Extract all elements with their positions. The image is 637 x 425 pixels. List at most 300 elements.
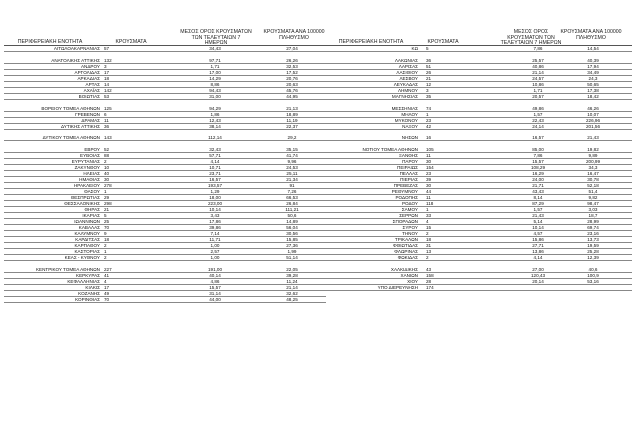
rate-value: 12,39	[587, 255, 599, 261]
avg-value: 1,57	[533, 111, 543, 117]
rate-value: 34,49	[587, 69, 599, 75]
region-name: ΚΕΡΚΥΡΑΣ	[76, 273, 100, 278]
cases-value: 74	[426, 105, 432, 111]
rate-value: 50,65	[587, 81, 599, 87]
cases-value: 42	[426, 123, 432, 129]
cases-value: 11	[426, 195, 431, 201]
rate-value: 7,26	[287, 189, 297, 195]
cases-value: 39	[426, 177, 432, 183]
region-name: ΠΕΛΛΑΣ	[399, 171, 418, 177]
region-name: ΠΕΙΡΑΙΩΣ	[397, 165, 418, 171]
rate-value: 9,96	[287, 159, 297, 165]
rate-value: 17,38	[587, 87, 599, 93]
avg-value: 15,57	[532, 159, 544, 165]
cases-value: 18	[104, 237, 110, 243]
region-name: ΡΟΔΟΠΗΣ	[395, 195, 418, 201]
cases-value: 2	[426, 255, 429, 261]
rate-value: 111,21	[285, 207, 299, 213]
cases-value: 15	[426, 225, 432, 231]
avg-value: 32,43	[209, 147, 221, 153]
rate-value: 22,37	[286, 123, 298, 129]
region-name: ΤΗΝΟΥ	[402, 231, 418, 237]
avg-value: 191,00	[207, 267, 223, 272]
rate-value: 18,42	[587, 93, 599, 99]
rate-value: 45,76	[286, 87, 298, 93]
rate-value: 24,53	[286, 165, 298, 171]
region-name: ΜΕΣΣΗΝΙΑΣ	[391, 105, 418, 111]
avg-value: 20,57	[532, 93, 544, 99]
cases-value: 142	[104, 87, 112, 93]
avg-value: 21,43	[532, 213, 544, 219]
rate-value: 26,26	[286, 57, 298, 63]
avg-value: 21,71	[532, 183, 544, 189]
region-name: ΚΑΡΠΑΘΟΥ	[74, 243, 100, 249]
region-name: ΚΕΑΣ - ΚΥΘΝΟΥ	[64, 255, 100, 261]
region-name: ΚΕΦΑΛΛΗΝΙΑΣ	[67, 279, 100, 284]
table-row	[4, 135, 326, 141]
right-header-cases: ΚΡΟΥΣΜΑΤΑ	[427, 39, 459, 45]
avg-value: 40,14	[209, 273, 221, 278]
region-name: ΣΕΡΡΩΝ	[399, 213, 418, 219]
avg-value: 16,29	[532, 171, 544, 177]
rate-value: 52,18	[587, 183, 599, 189]
cases-value: 17	[104, 69, 110, 75]
avg-value: 112,14	[208, 135, 222, 141]
region-name: ΑΝΔΡΟΥ	[80, 63, 100, 69]
cases-value: 5	[104, 213, 107, 219]
rate-value: 17,52	[286, 69, 298, 75]
avg-value: 16,57	[209, 177, 221, 183]
cases-value: 36	[426, 57, 432, 63]
rate-value: 51,4	[588, 189, 598, 195]
cases-value: 118	[426, 201, 434, 207]
cases-value: 30	[426, 159, 432, 165]
left-header-cases: ΚΡΟΥΣΜΑΤΑ	[115, 39, 147, 45]
region-name: ΜΑΓΝΗΣΙΑΣ	[391, 93, 418, 99]
avg-value: 10,71	[209, 165, 221, 171]
cases-value: 41	[104, 273, 110, 278]
region-name: ΖΑΚΥΝΘΟΥ	[74, 165, 100, 171]
rate-value: 35,15	[286, 147, 298, 153]
region-name: ΡΟΔΟΥ	[401, 201, 418, 207]
rate-value: 17,94	[587, 63, 599, 69]
rate-value: 48,25	[286, 297, 298, 302]
avg-value: 12,43	[209, 117, 221, 123]
cases-value: 52	[104, 147, 110, 153]
avg-value: 21,14	[532, 69, 544, 75]
avg-value: 5,14	[533, 219, 543, 225]
avg-value: 17,86	[209, 219, 221, 225]
cases-value: 132	[104, 57, 112, 63]
region-name: ΘΗΡΑΣ	[84, 207, 100, 213]
avg-value: 4,14	[533, 255, 543, 261]
region-name: ΥΠΟ ΔΙΕΡΕΥΝΗΣΗ	[377, 285, 418, 290]
rate-value: 19,82	[587, 147, 599, 153]
region-name: ΗΛΕΙΑΣ	[83, 171, 100, 177]
rate-value: 15,85	[286, 237, 298, 243]
region-name: ΚΟΖΑΝΗΣ	[78, 291, 100, 296]
avg-value: 57,71	[209, 153, 221, 159]
avg-value: 4,86	[210, 279, 220, 284]
rate-value: 201,56	[585, 123, 601, 129]
rate-value: 30,56	[286, 231, 298, 237]
cases-value: 298	[104, 201, 112, 207]
left-header-region: ΠΕΡΙΦΕΡΕΙΑΚΗ ΕΝΟΤΗΤΑ	[17, 39, 83, 45]
table-row	[4, 46, 326, 52]
region-name: ΧΑΛΚΙΔΙΚΗΣ	[390, 267, 418, 272]
cases-value: 227	[104, 267, 112, 272]
rate-value: 41,74	[286, 153, 298, 159]
avg-value: 16,57	[532, 135, 544, 141]
region-name: ΛΕΣΒΟΥ	[399, 75, 418, 81]
table-row	[4, 255, 326, 261]
region-name: ΘΑΣΟΥ	[84, 189, 100, 195]
avg-value: 10,86	[532, 81, 544, 87]
avg-value: 4,14	[210, 159, 220, 165]
rate-value: 21,43	[587, 135, 599, 141]
cases-value: 30	[426, 183, 432, 189]
rate-value: 226,96	[585, 117, 601, 123]
region-name: ΒΟΡΕΙΟΥ ΤΟΜΕΑ ΑΘΗΝΩΝ	[41, 105, 100, 111]
avg-value: 4,57	[533, 231, 543, 237]
rate-value: 27,36	[286, 243, 298, 249]
rate-value: 28,99	[587, 219, 599, 225]
region-name: ΓΡΕΒΕΝΩΝ	[75, 111, 100, 117]
cases-value: 26	[426, 69, 432, 75]
cases-value: 2	[104, 255, 107, 261]
rate-value: 39,28	[286, 273, 298, 278]
region-name: ΗΜΑΘΙΑΣ	[79, 177, 100, 183]
cases-value: 18	[426, 237, 432, 243]
cases-value: 2	[104, 159, 107, 165]
rate-value: 100,9	[587, 273, 599, 278]
avg-value: 97,71	[209, 57, 221, 63]
rate-value: 32,62	[286, 291, 298, 296]
avg-value: 24,14	[532, 123, 544, 129]
avg-value: 7,14	[210, 231, 220, 237]
cases-value: 11	[426, 153, 431, 159]
region-name: ΔΥΤΙΚΗΣ ΑΤΤΙΚΗΣ	[61, 123, 100, 129]
rate-value: 34,3	[588, 165, 598, 171]
cases-value: 2	[426, 231, 429, 237]
cases-value: 44	[426, 189, 432, 195]
avg-value: 25,57	[532, 57, 544, 63]
avg-value: 38,14	[209, 123, 221, 129]
avg-value: 14,29	[209, 75, 221, 81]
region-name: ΚΑΛΥΜΝΟΥ	[74, 231, 100, 237]
avg-value: 1,86	[210, 111, 220, 117]
avg-value: 10,14	[532, 225, 544, 231]
rate-value: 98,47	[587, 201, 599, 207]
rate-value: 50,6	[287, 213, 297, 219]
region-name: ΒΟΙΩΤΙΑΣ	[78, 93, 100, 99]
avg-value: 17,00	[209, 69, 221, 75]
table-row	[326, 135, 632, 141]
rate-value: 46,26	[587, 105, 599, 111]
right-header-region: ΠΕΡΙΦΕΡΕΙΑΚΗ ΕΝΟΤΗΤΑ	[338, 39, 404, 45]
cases-value: 12	[426, 81, 432, 87]
cases-value: 6	[104, 111, 107, 117]
cases-value: 1	[426, 207, 429, 213]
avg-value: 8,86	[210, 81, 220, 87]
region-name: ΦΘΙΩΤΙΔΑΣ	[392, 243, 418, 249]
avg-value: 27,00	[532, 267, 544, 272]
cases-value: 158	[426, 273, 434, 278]
avg-value: 1,71	[533, 87, 543, 93]
avg-value: 108,29	[530, 165, 546, 171]
rate-value: 11,19	[286, 117, 298, 123]
rate-value: 1,99	[287, 249, 297, 255]
region-name: ΦΩΚΙΔΑΣ	[397, 255, 418, 261]
avg-value: 24,57	[532, 75, 544, 81]
rate-value: 200,99	[585, 159, 601, 165]
rate-value: 21,34	[286, 177, 298, 183]
avg-value: 40,86	[532, 63, 544, 69]
avg-value: 43,43	[532, 189, 544, 195]
left-header-rate: ΚΡΟΥΣΜΑΤΑ ΑΝΑ 100000 ΠΛΗΘΥΣΜΟ	[263, 29, 325, 41]
cases-value: 2	[104, 243, 107, 249]
cases-value: 3	[426, 87, 429, 93]
region-name: ΜΥΚΟΝΟΥ	[394, 117, 418, 123]
table-row	[326, 46, 632, 52]
region-name: ΤΡΙΚΑΛΩΝ	[394, 237, 418, 243]
region-name: ΑΡΓΟΛΙΔΑΣ	[74, 69, 100, 75]
left-header-avg: ΜΕΣΟΣ ΟΡΟΣ ΚΡΟΥΣΜΑΤΩΝ ΤΩΝ ΤΕΛΕΥΤΑΙΩΝ 7 ΗΜΕΡΩΝ	[180, 29, 252, 47]
cases-value: 16	[426, 135, 432, 141]
rate-value: 11,24	[286, 279, 298, 284]
cases-value: 43	[426, 267, 432, 272]
region-name: ΙΚΑΡΙΑΣ	[82, 213, 100, 219]
region-name: ΗΡΑΚΛΕΙΟΥ	[73, 183, 100, 189]
region-name: ΡΕΘΥΜΝΟΥ	[391, 189, 418, 195]
avg-value: 34,43	[209, 46, 221, 51]
rate-value: 3,03	[588, 207, 598, 213]
cases-value: 29	[104, 195, 110, 201]
cases-value: 278	[104, 183, 112, 189]
rate-value: 51,14	[286, 255, 298, 261]
region-name: ΝΑΞΟΥ	[402, 123, 418, 129]
rate-value: 18,89	[286, 111, 298, 117]
region-name: ΕΒΡΟΥ	[84, 147, 100, 153]
region-name: ΠΡΕΒΕΖΑΣ	[393, 183, 418, 189]
rate-value: 21,13	[286, 105, 298, 111]
region-name: ΚΕΝΤΡΙΚΟΥ ΤΟΜΕΑ ΑΘΗΝΩΝ	[35, 267, 100, 272]
region-name: ΑΡΚΑΔΙΑΣ	[77, 75, 100, 81]
cases-value: 105	[426, 147, 434, 153]
cases-value: 11	[104, 117, 109, 123]
rate-value: 25,11	[286, 171, 298, 177]
rate-value: 10,07	[587, 111, 599, 117]
right-header-avg: ΜΕΣΟΣ ΟΡΟΣ ΚΡΟΥΣΜΑΤΩΝ ΤΩΝ ΤΕΛΕΥΤΑΙΩΝ 7 ΗΜΕΡΩΝ	[500, 29, 562, 47]
avg-value: 1,57	[533, 207, 543, 213]
rate-value: 20,76	[286, 75, 298, 81]
region-name: ΚΑΣΤΟΡΙΑΣ	[74, 249, 100, 255]
avg-value: 15,57	[209, 285, 221, 290]
rate-value: 91	[289, 183, 295, 189]
avg-value: 94,29	[209, 105, 221, 111]
cases-value: 4	[104, 279, 107, 284]
cases-value: 23	[426, 171, 432, 177]
avg-value: 1,71	[210, 63, 220, 69]
cases-value: 4	[426, 219, 429, 225]
avg-value: 120,43	[530, 273, 546, 278]
avg-value: 11,71	[209, 237, 221, 243]
table-row	[326, 124, 632, 130]
rate-value: 66,53	[286, 195, 298, 201]
rate-value: 9,89	[588, 153, 598, 159]
region-name: ΣΑΜΟΥ	[401, 207, 418, 213]
rate-value: 22,05	[286, 267, 298, 272]
avg-value: 49,86	[532, 105, 544, 111]
cases-value: 3	[104, 63, 107, 69]
avg-value: 24,00	[532, 177, 544, 183]
region-name: ΞΑΝΘΗΣ	[398, 153, 418, 159]
avg-value: 87,29	[532, 201, 544, 207]
avg-value: 193,57	[207, 183, 223, 189]
avg-value: 1,00	[210, 243, 220, 249]
rate-value: 13,73	[587, 237, 599, 243]
cases-value: 31	[426, 243, 432, 249]
rate-value: 40,39	[587, 57, 599, 63]
region-name: ΣΥΡΟΥ	[402, 225, 418, 231]
avg-value: 39,86	[209, 225, 221, 231]
rate-value: 26,84	[286, 201, 298, 207]
avg-value: 20,14	[532, 279, 544, 284]
cases-value: 9	[104, 231, 107, 237]
region-name: ΛΕΥΚΑΔΑΣ	[393, 81, 418, 87]
rate-value: 21,14	[286, 285, 298, 290]
avg-value: 7,86	[533, 153, 543, 159]
avg-value: 31,00	[209, 93, 221, 99]
region-name: ΠΙΕΡΙΑΣ	[400, 177, 418, 183]
cases-value: 49	[104, 291, 110, 296]
cases-value: 88	[104, 153, 110, 159]
rate-value: 32,53	[286, 63, 298, 69]
cases-value: 17	[104, 285, 110, 290]
region-name: ΑΧΑΪΑΣ	[83, 87, 100, 93]
cases-value: 18	[104, 75, 110, 81]
region-name: ΛΗΜΝΟΥ	[397, 87, 418, 93]
avg-value: 15,86	[532, 237, 544, 243]
cases-value: 25	[104, 219, 110, 225]
region-name: ΧΙΟΥ	[407, 279, 418, 284]
rate-value: 9,82	[588, 195, 598, 201]
table-row	[4, 94, 326, 100]
rate-value: 29,2	[287, 135, 297, 141]
cases-value: 30	[104, 177, 110, 183]
avg-value: 18,00	[209, 195, 221, 201]
region-name: ΑΙΤΩΛΟΑΚΑΡΝΑΝΙΑΣ	[53, 46, 100, 51]
right-header-rate: ΚΡΟΥΣΜΑΤΑ ΑΝΑ 100000 ΠΛΗΘΥΣΜΟ	[560, 29, 622, 41]
region-name: ΔΥΤΙΚΟΥ ΤΟΜΕΑ ΑΘΗΝΩΝ	[42, 135, 100, 141]
region-name: ΚΑΒΑΛΑΣ	[78, 225, 100, 231]
rate-value: 27,04	[286, 46, 298, 51]
region-name: ΛΑΡΙΣΑΣ	[398, 63, 418, 69]
region-name: ΠΑΡΟΥ	[402, 159, 418, 165]
region-name: ΚΟΡΙΝΘΙΑΣ	[75, 297, 100, 302]
cases-value: 5	[426, 46, 429, 51]
avg-value: 8,14	[533, 195, 543, 201]
avg-value: 23,71	[209, 171, 221, 177]
region-name: ΙΩΑΝΝΙΝΩΝ	[74, 219, 100, 225]
rate-value: 30,78	[587, 177, 599, 183]
table-row	[326, 285, 632, 291]
rate-value: 69,74	[587, 225, 599, 231]
cases-value: 33	[426, 213, 432, 219]
cases-value: 143	[104, 135, 112, 141]
region-name: ΘΕΣΠΡΩΤΙΑΣ	[70, 195, 100, 201]
cases-value: 36	[104, 123, 110, 129]
avg-value: 94,43	[209, 87, 221, 93]
cases-value: 40	[104, 171, 110, 177]
cases-value: 13	[426, 249, 432, 255]
avg-value: 27,71	[532, 243, 544, 249]
region-name: ΘΕΣΣΑΛΟΝΙΚΗΣ	[64, 201, 100, 207]
avg-value: 3,43	[210, 213, 220, 219]
region-name: ΚΩ	[411, 46, 418, 51]
avg-value: 44,00	[209, 297, 221, 302]
rate-value: 18,7	[588, 213, 598, 219]
region-name: ΕΥΒΟΙΑΣ	[80, 153, 100, 159]
table-row	[4, 297, 326, 303]
cases-value: 57	[104, 46, 110, 51]
rate-value: 40,6	[588, 267, 598, 272]
rate-value: 53,16	[587, 279, 599, 284]
table-row	[4, 124, 326, 130]
avg-value: 2,57	[210, 249, 220, 255]
rate-value: 16,47	[587, 171, 599, 177]
cases-value: 154	[426, 165, 434, 171]
avg-value: 7,86	[533, 46, 543, 51]
region-name: ΛΑΣΙΘΙΟΥ	[396, 69, 418, 75]
cases-value: 21	[104, 207, 110, 213]
table-row	[326, 255, 632, 261]
region-name: ΑΝΑΤΟΛΙΚΗΣ ΑΤΤΙΚΗΣ	[51, 57, 100, 63]
cases-value: 23	[426, 117, 432, 123]
cases-value: 70	[104, 297, 110, 302]
rate-value: 23,16	[587, 231, 599, 237]
cases-value: 21	[426, 75, 432, 81]
region-name: ΑΡΤΑΣ	[85, 81, 100, 87]
rate-value: 25,28	[587, 249, 599, 255]
rate-value: 14,89	[286, 219, 298, 225]
cases-value: 1	[426, 111, 429, 117]
cases-value: 10	[104, 165, 110, 171]
rate-value: 20,63	[286, 81, 298, 87]
avg-value: 1,00	[210, 255, 220, 261]
region-name: ΚΙΛΚΙΣ	[85, 285, 100, 290]
rate-value: 14,54	[587, 46, 599, 51]
rate-value: 24,3	[588, 75, 598, 81]
region-name: ΜΗΛΟΥ	[401, 111, 418, 117]
avg-value: 22,43	[532, 117, 544, 123]
cases-value: 14	[104, 81, 110, 87]
cases-value: 53	[104, 93, 110, 99]
region-name: ΕΥΡΥΤΑΝΙΑΣ	[71, 159, 100, 165]
cases-value: 35	[426, 93, 432, 99]
rate-value: 44,95	[286, 93, 298, 99]
table-row	[326, 94, 632, 100]
cases-value: 51	[426, 63, 432, 69]
region-name: ΚΑΡΔΙΤΣΑΣ	[75, 237, 100, 243]
avg-value: 10,14	[209, 207, 221, 213]
region-name: ΣΠΟΡΑΔΩΝ	[392, 219, 418, 225]
avg-value: 85,00	[532, 147, 544, 153]
cases-value: 28	[426, 279, 432, 284]
region-name: ΛΑΚΩΝΙΑΣ	[394, 57, 418, 63]
cases-value: 174	[426, 285, 434, 290]
rate-value: 19,59	[587, 243, 599, 249]
